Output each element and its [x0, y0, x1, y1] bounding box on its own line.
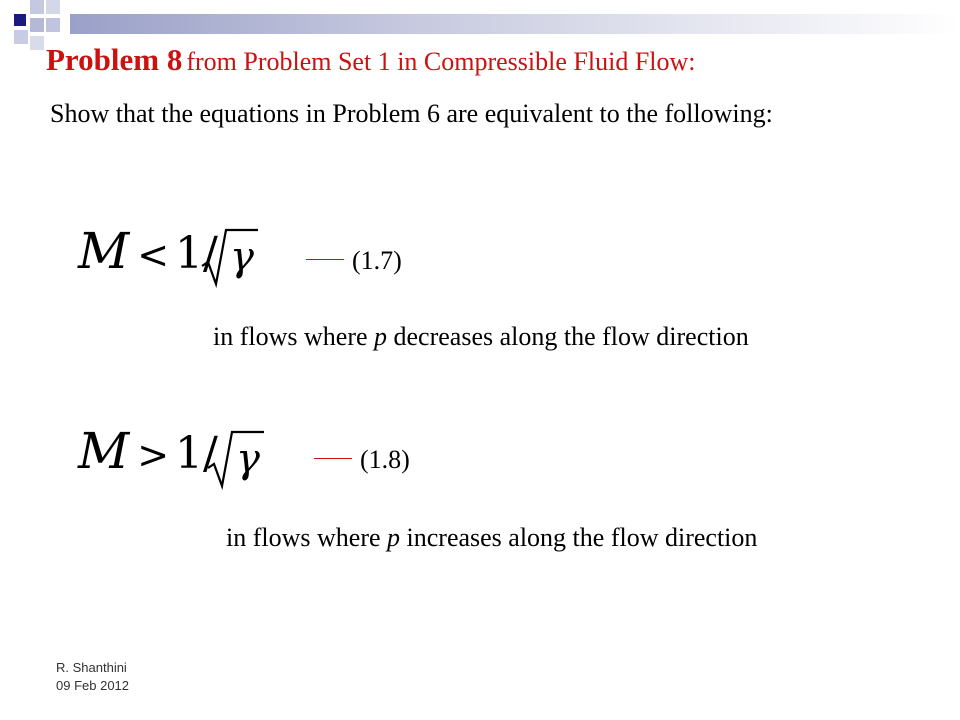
equation-1: [78, 222, 278, 286]
equation-lhs: M: [78, 222, 130, 280]
equation-2: [78, 422, 288, 486]
equation-label-2: [314, 445, 410, 475]
pressure-variable: p: [374, 322, 388, 351]
title-source: from Problem Set 1 in Compressible Fluid Flow:: [186, 47, 696, 76]
decor-square: [30, 18, 44, 32]
decor-square: [14, 30, 28, 44]
pressure-variable: p: [387, 523, 401, 552]
slide-footer: [56, 659, 129, 695]
footer-author: R. Shanthini: [56, 660, 127, 675]
equation-numerator: 1: [175, 428, 204, 479]
decor-square: [30, 36, 44, 50]
equation-lhs: M: [78, 422, 130, 480]
equation-slash: /: [203, 228, 218, 279]
decor-square: [46, 0, 60, 14]
slide-title: [46, 42, 696, 78]
condition-1: in flows where p decreases along the flow direction: [213, 322, 749, 351]
decor-square-dark: [14, 14, 26, 26]
equation-numerator: 1: [175, 228, 204, 279]
title-problem-number: Problem 8: [46, 42, 183, 77]
intro-text: Show that the equations in Problem 6 are equivalent to the following:: [50, 99, 773, 128]
equation-label-1: [306, 246, 402, 276]
equation-number: (1.7): [352, 246, 402, 275]
header-gradient-bar: [70, 14, 960, 34]
decor-square: [46, 18, 60, 32]
equation-dash: [314, 458, 352, 459]
condition-2: in flows where p increases along the flow direction: [226, 523, 758, 552]
equation-radicand: γ: [230, 234, 254, 280]
decor-square: [30, 0, 44, 14]
equation-slash: /: [203, 428, 218, 479]
equation-relation: >: [137, 433, 170, 477]
equation-radicand: γ: [236, 436, 260, 482]
equation-dash: [306, 259, 344, 260]
equation-number: (1.8): [360, 445, 410, 474]
equation-relation: <: [137, 233, 170, 277]
footer-date: 09 Feb 2012: [56, 678, 130, 693]
